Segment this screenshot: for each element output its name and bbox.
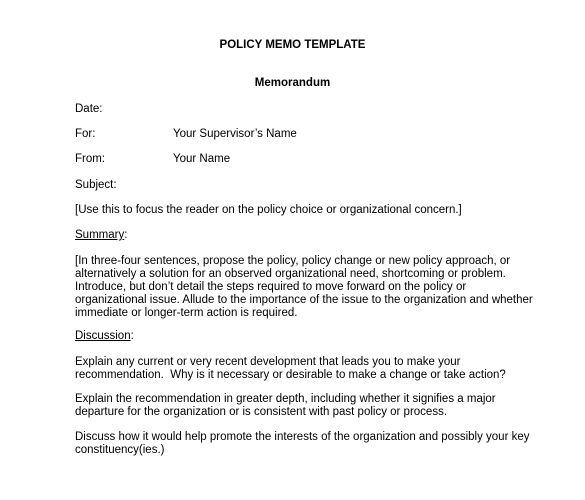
subject-label: Subject: [75, 179, 117, 191]
from-label: From: [75, 153, 106, 165]
discussion-line: Explain any current or very recent development that leads you to make your [75, 356, 461, 368]
discussion-heading [75, 330, 134, 343]
summary-line: [In three-four sentences, propose the policy, policy change or new policy approach, or [75, 255, 511, 267]
discussion-line: constituency(ies.) [75, 444, 165, 456]
discussion-line: departure for the organization or is consistent with past policy or process. [75, 406, 448, 418]
summary-paragraph [75, 255, 533, 320]
discussion-line: recommendation. Why is it necessary or desirable to make a change or take action? [75, 369, 506, 381]
discussion-paragraph-3 [75, 431, 530, 457]
summary-heading-colon: : [124, 229, 128, 241]
discussion-line: Explain the recommendation in greater depth, including whether it signifies a major [75, 393, 496, 405]
summary-line: organizational issue. Allude to the importance of the issue to the organization and whether [75, 294, 533, 306]
date-label: Date: [75, 103, 103, 115]
summary-line: alternatively a solution for an observed organizational need, shortcoming or problem. [75, 268, 506, 280]
summary-line: Introduce, but don’t detail the steps required to move forward on the policy or [75, 281, 467, 293]
from-value: Your Name [173, 153, 231, 165]
summary-heading [75, 229, 127, 242]
summary-line: immediate or longer-term action is required. [75, 307, 298, 319]
for-label: For: [75, 128, 96, 140]
discussion-heading-colon: : [130, 330, 134, 342]
discussion-heading-text: Discussion [75, 330, 131, 342]
intro-text: [Use this to focus the reader on the policy choice or organizational concern.] [75, 204, 462, 216]
document-subtitle: Memorandum [254, 77, 331, 89]
discussion-paragraph-1 [75, 356, 525, 382]
document-title: POLICY MEMO TEMPLATE [219, 39, 366, 51]
discussion-line: Discuss how it would help promote the interests of the organization and possibly your key [75, 431, 530, 443]
summary-heading-text: Summary [75, 229, 125, 241]
discussion-paragraph-2 [75, 393, 525, 419]
for-value: Your Supervisor’s Name [173, 128, 297, 140]
